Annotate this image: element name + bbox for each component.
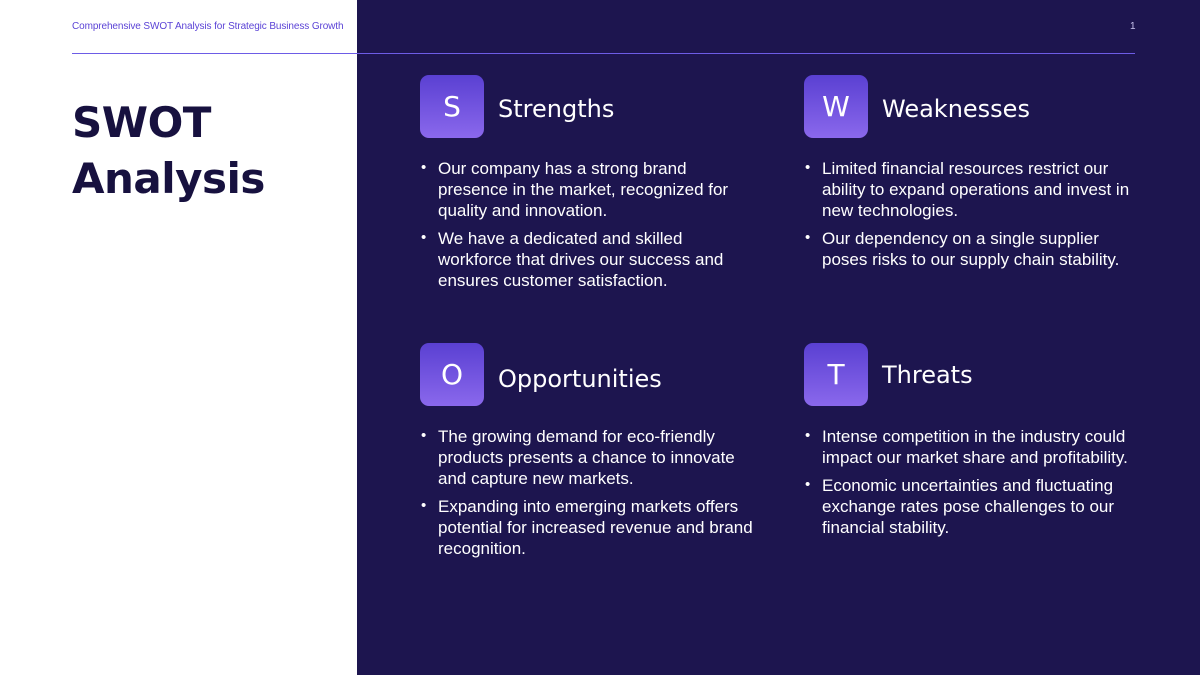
bullet-text: Limited financial resources restrict our ability to expand operations and invest in new technologies. [822,159,1130,220]
bullet-icon: • [421,229,427,246]
threats-letter-badge: T [804,343,868,406]
bullet-text: Our company has a strong brand presence in the market, recognized for quality and innovation. [438,159,729,220]
opportunities-heading: Opportunities [498,365,662,393]
page-number: 1 [1130,21,1136,32]
strengths-heading: Strengths [498,95,615,123]
bullet-icon: • [805,427,811,444]
opportunities-letter-badge: O [420,343,484,406]
weaknesses-bullet-list [804,158,1144,277]
list-item [804,228,1144,270]
list-item [804,158,1144,221]
bullet-icon: • [805,476,811,493]
bullet-icon: • [421,427,427,444]
page-title: SWOT Analysis [72,98,265,203]
bullet-icon: • [421,159,427,176]
header-divider-left [72,53,357,54]
list-item [420,496,760,559]
threats-bullet-list [804,426,1144,545]
list-item [420,426,760,489]
bullet-text: Economic uncertainties and fluctuating exchange rates pose challenges to our financial stability. [822,476,1115,537]
bullet-icon: • [805,229,811,246]
bullet-text: The growing demand for eco-friendly products presents a chance to innovate and capture new markets. [438,427,735,488]
slide-header-title: Comprehensive SWOT Analysis for Strategic Business Growth [72,21,344,32]
strengths-bullet-list [420,158,760,298]
bullet-icon: • [805,159,811,176]
list-item [420,228,760,291]
opportunities-bullet-list [420,426,760,566]
bullet-text: We have a dedicated and skilled workforce that drives our success and ensures customer satisfaction. [438,229,724,290]
list-item [804,475,1144,538]
strengths-letter-badge: S [420,75,484,138]
bullet-icon: • [421,497,427,514]
list-item [420,158,760,221]
bullet-text: Expanding into emerging markets offers potential for increased revenue and brand recognition. [438,497,753,558]
weaknesses-letter-badge: W [804,75,868,138]
weaknesses-heading: Weaknesses [882,95,1030,123]
header-divider-right [357,53,1135,54]
threats-heading: Threats [882,361,973,389]
bullet-text: Our dependency on a single supplier poses risks to our supply chain stability. [822,229,1120,269]
list-item [804,426,1144,468]
bullet-text: Intense competition in the industry could impact our market share and profitability. [822,427,1128,467]
